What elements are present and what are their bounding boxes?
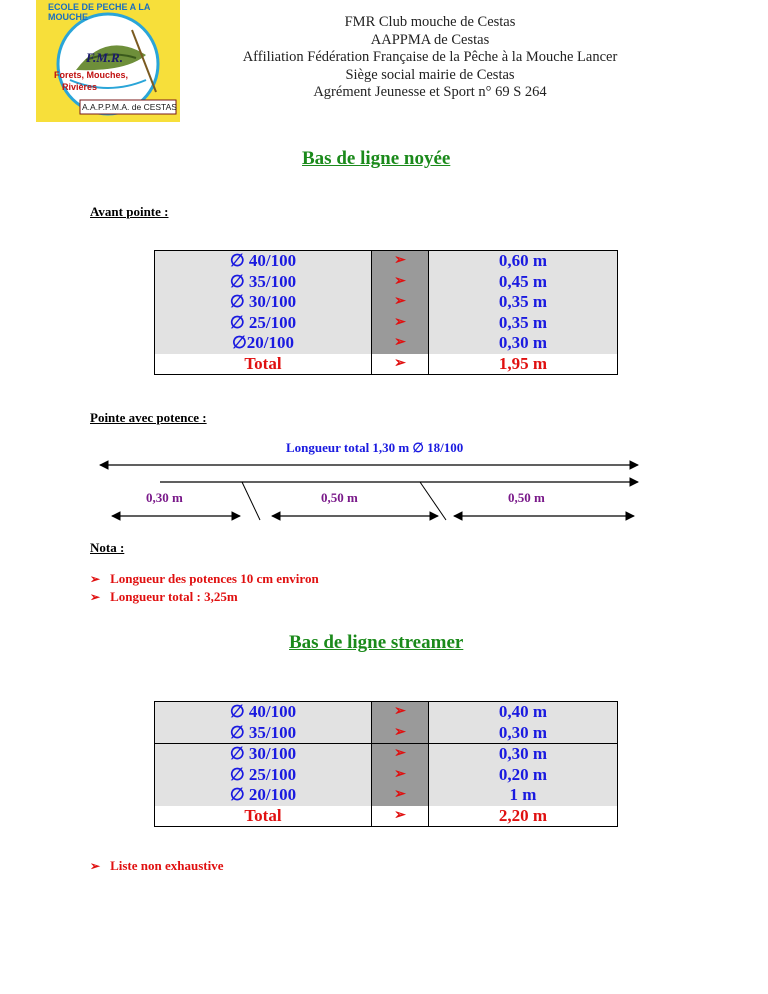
segment-3-label: 0,50 m: [508, 490, 545, 505]
diameter-cell: ∅ 40/100: [155, 702, 372, 723]
footer-note: [90, 858, 223, 874]
arrow-bullet-icon: ➢: [372, 702, 429, 723]
length-cell: 0,35 m: [429, 313, 618, 334]
logo-badge: A.A.P.P.M.A. de CESTAS: [82, 102, 177, 112]
logo-tagline-1: Forets, Mouches,: [54, 70, 129, 80]
length-cell: 1 m: [429, 785, 618, 806]
section2-title: Bas de ligne streamer: [289, 632, 464, 653]
total-length-label: Longueur total 1,30 m ∅ 18/100: [286, 440, 464, 455]
logo-tagline-2: Rivières: [62, 82, 98, 92]
arrow-bullet-icon: ➢: [372, 251, 429, 272]
diameter-cell: ∅ 40/100: [155, 251, 372, 272]
table-row: [155, 313, 618, 334]
total-label: Total: [155, 354, 372, 375]
diagram-lines: [90, 440, 650, 530]
table-noyee: [154, 250, 618, 375]
diameter-cell: ∅ 30/100: [155, 744, 372, 765]
arrow-bullet-icon: ➢: [372, 723, 429, 744]
table-row-total: [155, 354, 618, 375]
total-label: Total: [155, 806, 372, 827]
diameter-cell: ∅ 35/100: [155, 723, 372, 744]
table-row: [155, 333, 618, 354]
table-row: [155, 723, 618, 744]
arrow-bullet-icon: ➢: [90, 859, 101, 873]
diameter-cell: ∅ 25/100: [155, 765, 372, 786]
diameter-cell: ∅ 30/100: [155, 292, 372, 313]
length-cell: 0,30 m: [429, 723, 618, 744]
length-cell: 0,30 m: [429, 744, 618, 765]
leader-diagram: [90, 440, 650, 530]
length-cell: 0,40 m: [429, 702, 618, 723]
table-row: [155, 251, 618, 272]
length-cell: 0,20 m: [429, 765, 618, 786]
table-row: [155, 765, 618, 786]
segment-2-label: 0,50 m: [321, 490, 358, 505]
arrow-bullet-icon: ➢: [90, 590, 101, 604]
length-cell: 0,30 m: [429, 333, 618, 354]
arrow-bullet-icon: ➢: [372, 354, 429, 375]
diameter-cell: ∅ 35/100: [155, 272, 372, 293]
diameter-cell: ∅ 25/100: [155, 313, 372, 334]
header-line-1: FMR Club mouche de Cestas: [344, 14, 516, 30]
arrow-bullet-icon: ➢: [372, 272, 429, 293]
pointe-potence-label: Pointe avec potence :: [90, 410, 207, 425]
header-line-2: AAPPMA de Cestas: [370, 31, 490, 48]
table-row: [155, 272, 618, 293]
table-streamer: [154, 701, 618, 827]
note-text: Longueur des potences 10 cm environ: [110, 571, 319, 586]
note-item-1: [90, 571, 319, 587]
avant-pointe-label: Avant pointe :: [90, 204, 169, 219]
total-length: 2,20 m: [429, 806, 618, 827]
arrow-bullet-icon: ➢: [90, 572, 101, 586]
header-line-5: Agrément Jeunesse et Sport n° 69 S 264: [313, 84, 547, 100]
note-text: Longueur total : 3,25m: [110, 589, 238, 604]
logo-arc-text: ECOLE DE PECHE A LA MOUCHE: [48, 2, 151, 22]
table-row: [155, 292, 618, 313]
table-row: [155, 702, 618, 723]
header-line-4: Siège social mairie de Cestas: [345, 66, 515, 83]
arrow-bullet-icon: ➢: [372, 744, 429, 765]
table-row: [155, 744, 618, 765]
arrow-bullet-icon: ➢: [372, 785, 429, 806]
arrow-bullet-icon: ➢: [372, 806, 429, 827]
arrow-bullet-icon: ➢: [372, 765, 429, 786]
segment-1-label: 0,30 m: [146, 490, 183, 505]
nota-label: Nota :: [90, 540, 125, 555]
length-cell: 0,35 m: [429, 292, 618, 313]
length-cell: 0,45 m: [429, 272, 618, 293]
footer-note-text: Liste non exhaustive: [110, 858, 224, 873]
diameter-cell: ∅ 20/100: [155, 785, 372, 806]
arrow-bullet-icon: ➢: [372, 333, 429, 354]
note-item-2: [90, 589, 238, 605]
table-row: [155, 785, 618, 806]
club-logo: [36, 0, 180, 122]
length-cell: 0,60 m: [429, 251, 618, 272]
table-row-total: [155, 806, 618, 827]
section1-title: Bas de ligne noyée: [302, 148, 451, 169]
total-length: 1,95 m: [429, 354, 618, 375]
arrow-bullet-icon: ➢: [372, 313, 429, 334]
arrow-bullet-icon: ➢: [372, 292, 429, 313]
header-line-3: Affiliation Fédération Française de la Pêche à la Mouche Lancer: [242, 49, 618, 65]
logo-brand: F.M.R.: [86, 50, 123, 65]
club-header: [190, 14, 670, 102]
diameter-cell: ∅20/100: [155, 333, 372, 354]
